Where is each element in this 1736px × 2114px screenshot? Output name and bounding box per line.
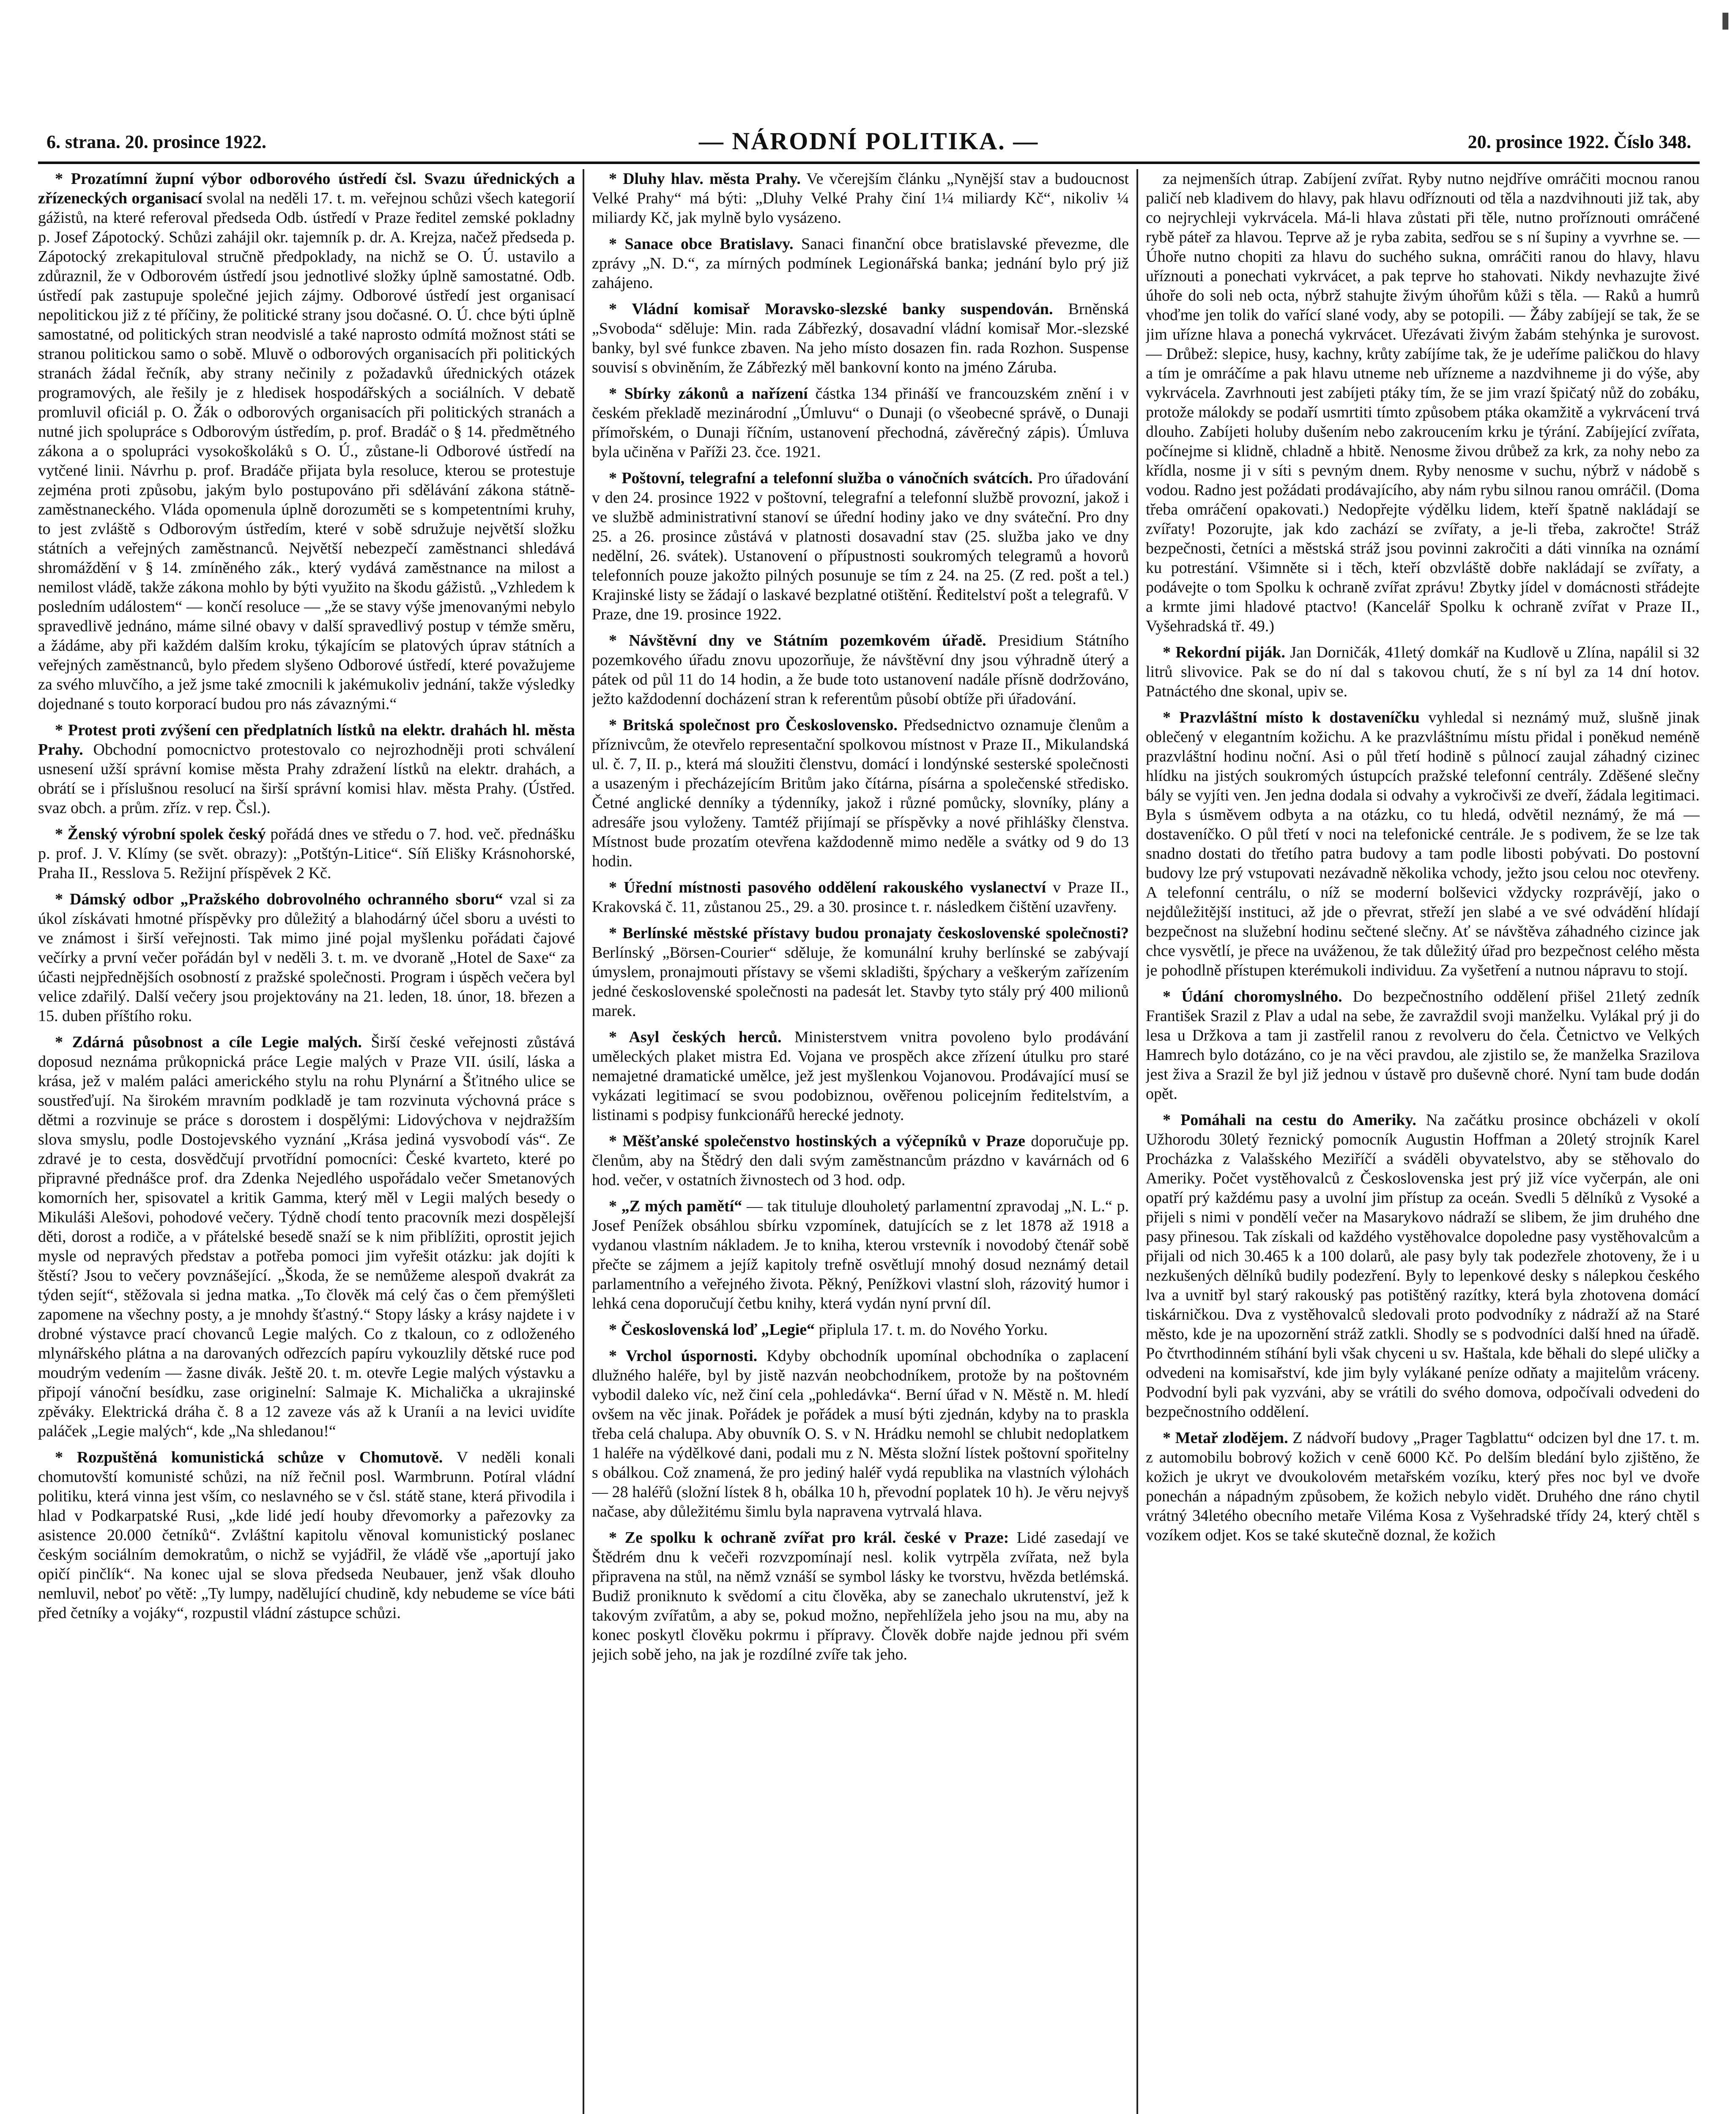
news-headline: * Protest proti zvýšení cen předplatních lístků na elektr. drahách hl. města Prahy. xyxy=(38,721,575,759)
news-headline: * Úřední místnosti pasového oddělení rakouského vyslanectví xyxy=(609,879,1046,896)
news-body: Pro úřadování v den 24. prosince 1922 v poštovní, telegrafní a telefonní službě provozní, jakož i ve službě administrativní stanoví se úřední hodiny jako ve dny sváteční. Pro dny 25. a 26. prosince zůstává v platnosti dosavadní stav (25. služba jako ve dny nedělní, 26. svátek). Ustanovení o přípustnosti soukromých telegramů a hovorů telefonních pouze jakožto pilných posunuje se tím z 24. na 25. (Z red. pošt a tel.) Krajinské listy se žádají o laskavé bezplatné otištění. Ředitelství pošt a telegrafů. V Praze, dne 19. prosince 1922. xyxy=(592,469,1129,623)
news-headline: * Prozatímní župní výbor odborového ústředí čsl. Svazu úřednických a zřízeneckých organisací xyxy=(38,170,575,207)
news-body: v Praze II., Krakovská č. 11, zůstanou 25., 29. a 30. prosince t. r. následkem čištění uzavřeny. xyxy=(592,879,1129,916)
news-headline: * Měšťanské společenstvo hostinských a výčepníků v Praze xyxy=(609,1132,1025,1150)
news-headline: * Britská společnost pro Československo. xyxy=(609,716,898,734)
news-body: doporučuje pp. členům, aby na Štědrý den dali svým zaměstnancům prázdno v kavárnách od 6 hod. večer, v ostatních živnostech od 3 hod. odp. xyxy=(592,1132,1129,1189)
news-item xyxy=(592,169,1129,227)
news-item xyxy=(1146,169,1700,636)
news-item xyxy=(38,824,575,883)
issue-date-number: 20. prosince 1922. Číslo 348. xyxy=(1468,131,1691,152)
news-body: Předsednictvo oznamuje členům a příznivcům, že otevřelo representační spolkovou místnost v Praze II., Mikulandská ul. č. 7, II. p., která má sloužiti členstvu, domácí i londýnské sesterské společnosti a usazeným i přecházejícím Britům jako čítárna, písárna a společenské středisko. Četné anglické denníky a týdenníky, jakož i různé pomůcky, slovníky, plány a adresáře jsou vyloženy. Tamtéž přijímají se příspěvky a nové přihlášky členstva. Místnost bude prozatím otevřena každodenně mimo neděle a svátky od 9 do 13 hodin. xyxy=(592,716,1129,870)
news-item xyxy=(1146,1428,1700,1545)
news-item xyxy=(38,169,575,714)
news-headline: * Asyl českých herců. xyxy=(609,1028,782,1046)
column-1 xyxy=(38,169,575,2114)
news-headline: * Údání choromyslného. xyxy=(1163,988,1342,1005)
news-headline: * Rekordní piják. xyxy=(1163,644,1285,661)
news-item xyxy=(592,631,1129,709)
binding-mark xyxy=(1722,13,1728,30)
news-headline: * Rozpuštěná komunistická schůze v Chomutově. xyxy=(55,1449,443,1466)
news-headline: * Dluhy hlav. města Prahy. xyxy=(609,170,801,188)
news-body: částka 134 přináší ve francouzském znění i v českém překladě mezinárodní „Úmluvu“ o Dunaji (o všeobecné správě, o Dunaji přímořském, o Dunaji říčním, ustanovení přechodná, závěrečný zápis). Úmluva byla učiněna v Paříži 23. čce. 1921. xyxy=(592,385,1129,461)
columns xyxy=(38,169,1700,2114)
news-item xyxy=(592,1346,1129,1521)
news-body: Sanaci finanční obce bratislavské převezme, dle zprávy „N. D.“, za mírných podmínek Legionářská banka; jednání bylo prý již zahájeno. xyxy=(592,235,1129,292)
news-headline: * Poštovní, telegrafní a telefonní služba o vánočních svátcích. xyxy=(609,469,1033,487)
column-divider xyxy=(583,169,584,2114)
news-item xyxy=(1146,643,1700,701)
column-2 xyxy=(592,169,1129,2114)
news-body: vyhledal si neznámý muž, slušně jinak oblečený v elegantním kožichu. A ke prazvláštnímu místu přidal i poněkud neméně prazvláštní hodinu noční. Asi o půl třetí hodině s půlnocí zaujal záhadný cizinec hlídku na jistých soukromých ústupcích pražské telefonní centrály. Zděšené slečny bály se vyjíti ven. Jen jedna dodala si odvahy a vykročivši ze dveří, žádala legitimaci. Byla s úsměvem odbyta a na otázku, co tu hledá, odvětil neznámý, že má — dostaveníčko. O půl třetí v noci na telefonické centrále. Je s podivem, že se lze tak snadno dostati do třetího patra budovy a tam podle libosti pobývati. Do postovní budovy lze prý vstupovati nezávadně několika vchody, ježto jsou celou noc otevřeny. A telefonní centrálu, o níž se moderní bolševici vždycky rozprávějí, jako o nejdůležitější instituci, až jde o převrat, střeží jen slabé a ve své odvádění hlídají bezpečnost na služební hodinu sečtené slečny. Ať se návštěva záhadného cizince jak chce vysvětlí, je přece na uváženou, že tak důležitý úřad pro bezpečnost celého města je pohodlně přístupen kterémukoli individuu. Za vyšetření a nutnou nápravu to stojí. xyxy=(1146,709,1700,979)
news-headline: * „Z mých pamětí“ xyxy=(609,1197,742,1215)
news-headline: * Sanace obce Bratislavy. xyxy=(609,235,794,253)
news-headline: * Sbírky zákonů a nařízení xyxy=(609,385,808,403)
news-item xyxy=(38,1448,575,1623)
news-item xyxy=(592,715,1129,871)
news-headline: * Návštěvní dny ve Státním pozemkovém úřadě. xyxy=(609,632,986,649)
news-headline: * Berlínské městské přístavy budou pronajaty československé společnosti? xyxy=(609,924,1129,942)
news-item xyxy=(592,1131,1129,1190)
newspaper-page xyxy=(38,127,1700,2114)
news-item xyxy=(592,1027,1129,1125)
news-headline: * Pomáhali na cestu do Ameriky. xyxy=(1163,1111,1416,1129)
news-item xyxy=(592,923,1129,1021)
news-item xyxy=(38,1032,575,1441)
news-item xyxy=(592,234,1129,293)
news-item xyxy=(592,299,1129,377)
column-divider xyxy=(1136,169,1138,2114)
news-headline: * Prazvláštní místo k dostaveníčku xyxy=(1163,709,1420,726)
news-headline: * Metař zlodějem. xyxy=(1163,1429,1288,1447)
news-body: Na začátku prosince obcházeli v okolí Užhorodu 30letý řeznický pomocník Augustin Hoffman a 20letý strojník Karel Procházka z Valašského Meziříčí a sváděli obyvatelstvo, aby se stěhovalo do Ameriky. Počet vystěhovalců z Československa jest prý již více vyčerpán, ale oni opatří prý každému pasy a uvolní jim přístup za oceán. Svedli 5 dělníků z Vysoké a přijeli s nimi v pondělí večer na Masarykovo nádraží se slibem, že jim druhého dne pasy přinesou. Tak získali od každého vystěhovalce dopoledne pasy vystěhovalcům a přijali od nich 30.465 k a 100 dolarů, ale pasy byly tak podezřele zhotoveny, že i u nezkušených dělníků budily podezření. Byly to lepenkové desky s nálepkou českého lva a uvnitř byl starý rakouský pas potištěný razítky, která byla zhotovena domácí tiskárničkou. Dva z vystěhovalců sledovali proto podvodníky z nádraží až na Staré město, kde je na upozornění stráž zatkli. Shodly se s podvodníci další hned na úřadě. Po čtvrthodinném stíhání byli však chyceni u sv. Haštala, kde běhali do slepé uličky a odvedeni na komisařství, kde jim byly vylákané peníze odňaty a majitelům vráceny. Podvodní byli pak vyzváni, aby se vrátili do svého domova, odpočívali odvedeni do bezpečnostního oddělení. xyxy=(1146,1111,1700,1421)
news-body: Lidé zasedají ve Štědrém dnu k večeři rozvzpomínají nesl. kolik vytrpěla zvířata, než byla připravena na stůl, na němž vznáší se symbol lásky ke tvorstvu, hvězda betlémská. Budiž proniknuto k svědomí a citu člověka, aby se zanechalo ukrutenství, jež k takovým zvířatům, a aby se, pokud možno, nepřehlížela jeho jsou na mu, aby na konec poskytl člověku pokrmu i přípravy. Člověk dobře najde jednou při svém jejich sobě jeho, na jak je rozdílné zvíře tak jeho. xyxy=(592,1529,1129,1663)
news-item xyxy=(592,468,1129,624)
news-body: Kdyby obchodník upomínal obchodníka o zaplacení dlužného haléře, byl by jistě nazván neobchodníkem, protože by na poštovném vybodil daleko víc, než činí cela „pohledávka“. Berní úřad v N. Městě n. M. hledí ovšem na věc jinak. Pořádek je pořádek a musí býti zjednán, kdyby na to praskla třeba celá chalupa. Aby obuvník O. S. v N. Hrádku nemohl se chlubit nedoplatkem 1 haléře na výdělkové dani, podali mu z N. Města složní lístek poštovní spořitelny s obálkou. Což znamená, že pro jediný haléř vydá republika na vlastních výlohách — 28 haléřů (složní lístek 8 h, obálka 10 h, převodní poplatek 10 h). Je věru nejvyš načase, aby důležitému šimlu byla napravena vytrvalá hlava. xyxy=(592,1347,1129,1520)
news-body: Ministerstvem vnitra povoleno bylo prodávání uměleckých plaket mistra Ed. Vojana ve prospěch akce zřízení útulku pro staré nemajetné dramatické umělce, jež jest myšlenkou Vojanovou. Prodávající musí se vykázati legitimací se svou podobiznou, ověřenou policejním ředitelstvím, a listinami s podpisy funkcionářů herecké jednoty. xyxy=(592,1028,1129,1124)
news-body: Z nádvoří budovy „Prager Tagblattu“ odcizen byl dne 17. t. m. z automobilu bobrový kožich v ceně 6000 Kč. Po delším bledání bylo zjištěno, že kožich je ukryt ve dvoukolovém metařském vozíku, který přes noc byl ve dvoře ponechán a nápadným způsobem, že kožich nebylo vidět. Druhého dne ráno chytil vrátný 34letého obecního metaře Viléma Kosa z Vyšehradské třídy 24, který chtěl s vozíkem odjet. Kos se také skutečně doznal, že kožich xyxy=(1146,1429,1700,1544)
news-headline: * Vrchol úspornosti. xyxy=(609,1347,758,1365)
news-body: V neděli konali chomutovští komunisté schůzi, na níž řečnil posl. Warmbrunn. Potíral vládní politiku, která vinna jest vším, co neslavného se v čsl. státě stane, která přivodila i hlad v Podkarpatské Rusi, „kde lidé jedí houby dřevomorky a pařezovky za asistence 20.000 četníků“. Zvláštní kapitolu věnoval komunistický poslanec českým sociálním demokratům, o nichž se vyjádřil, že vládě vše „aportují jako opičí pinčlík“. Na konec ujal se slova předseda Neubauer, jenž však dlouho nemluvil, neboť po větě: „Ty lumpy, nadělující chudině, kdy nebudeme se více báti před četníky a vojáky“, rozpustil vládní zástupce schůzi. xyxy=(38,1449,575,1622)
news-body: — tak tituluje dlouholetý parlamentní zpravodaj „N. L.“ p. Josef Penížek obsáhlou sbírku vzpomínek, datujících se z let 1878 až 1918 a vydanou vlastním nákladem. Je to kniha, kterou vrstevník i novodobý čtenář sobě přečte se zájmem a jejíž kapitoly trefně osvětlují mnohý dosud neznámý detail parlamentního a veřejného života. Pěkný, Penížkovi vlastní sloh, rázovitý humor i lehká cena doporučují četbu knihy, která vydán nyní první díl. xyxy=(592,1197,1129,1312)
news-body: Obchodní pomocnictvo protestovalo co nejrozhodněji proti schválení usnesení užší správní komise města Prahy zdražení lístků na elektr. drahách, a obrátí se i příslušnou resolucí na širší správní komisi hlav. města Prahy. (Ústřed. svaz obch. a prům. zříz. v rep. Čsl.). xyxy=(38,741,575,817)
news-item xyxy=(1146,987,1700,1104)
news-body: Berlínský „Börsen-Courier“ sděluje, že komunální kruhy berlínské se zabývají úmyslem, pronajmouti přístavy se všemi skladišti, špýchary a veškerým zařízením jedné československé společnosti na padesát let. Stavby tyto stály prý 400 milionů marek. xyxy=(592,944,1129,1020)
news-headline: * Dámský odbor „Pražského dobrovolného ochranného sboru“ xyxy=(55,890,503,908)
news-headline: * Ze spolku k ochraně zvířat pro král. české v Praze: xyxy=(609,1529,1009,1547)
news-body: pořádá dnes ve středu o 7. hod. več. přednášku p. prof. J. V. Klímy (se svět. obrazy): „Potštýn-Litice“. Síň Elišky Krásnohorské, Praha II., Resslova 5. Režijní příspěvek 2 Kč. xyxy=(38,825,575,882)
news-item xyxy=(1146,708,1700,980)
news-body: připlula 17. t. m. do Nového Yorku. xyxy=(819,1321,1048,1339)
news-body: svolal na neděli 17. t. m. veřejnou schůzi všech kategorií gážistů, na které referoval předseda Odb. ústředí v Praze ředitel zemské pokladny p. Josef Zápotocký. Schůzi zahájil okr. tajemník p. dr. A. Krejza, načež předseda p. Zápotocký zrekapituloval stručně předpoklady, na nichž se O. Ú. ustavilo a zdůraznil, že v Odborovém ústředí jsou jednotlivé složky úplně samostatné. Odb. ústředí pak zastupuje společné jejich zájmy. Odborové ústředí jest organisací nepolitickou již z té příčiny, že politické strany jsou dočasné. O. Ú. chce býti úplně samostatné, od politických stran neodvislé a také naprosto odmítá možnost státi se stranou politickou samo o sobě. Mluvě o odborových organisacích při politických stranách žádal řečník, aby strany nečinily z požadavků úřednických otázek programových, ale řešily je z hledisek hospodářských a sociálních. V debatě promluvil oficiál p. O. Žák o odborových organisacích při politických stranách a nutné jich spolupráce s Odborovým ústředím, p. prof. Bradáč o § 14. předmětného zákona a o spolupráci vysokoškoláků s O. Ú., zůstane-li Odborové ústředí na vytčené linii. Návrhu p. prof. Bradáče přijata byla resoluce, kterou se protestuje zejména proti způsobu, jakým bylo postupováno při sdělávání zákona státně-zaměstnaneckého. Vláda opomenula úplně dorozuměti se s kompetentními kruhy, to jest zvláště s Odborovým ústředím, které v sobě sdružuje největší složku státních a veřejných zaměstnanců. Největší nebezpečí zaměstnanci shledává shromáždění v § 14. zmíněného zák., který vydává zaměstnance na milost a nemilost vládě, takže zákona mohlo by býti využito na škodu gážistů. „Vzhledem k posledním událostem“ — končí resoluce — „že se stavy výše jmenovanými nebylo spravedlivě jednáno, máme silné obavy v další spravedlivý postup v témže směru, a žádáme, aby při každém dalším kroku, týkajícím se platových úprav státních a veřejných zaměstnanců, bylo předem slyšeno Odborové ústředí, které považujeme za svého mluvčího, a jež jsme také zmocnili k jakémukoliv jednání, takže výsledky dojednané s touto korporací budou pro nás závaznými.“ xyxy=(38,189,575,713)
news-body: Do bezpečnostního oddělení přišel 21letý zedník František Srazil z Plav a udal na sebe, že zavraždil svoji manželku. Vylákal prý ji do lesa u Držkova a tam ji zastřelil ranou z revolveru do čela. Četnictvo ve Velkých Hamrech bylo dotázáno, co je na věci pravdou, ale zjistilo se, že manželka Srazilova jest živa a Srazil že byl již jednou v ústavě pro duševně choré. Nyní tam bude dodán opět. xyxy=(1146,988,1700,1103)
news-item xyxy=(592,878,1129,917)
column-3 xyxy=(1146,169,1700,2114)
news-body: Jan Dorničák, 41letý domkář na Kudlově u Zlína, napálil si 32 litrů slivovice. Pak se do ní dal s takovou chutí, že s ní byl za 14 dní hotov. Patnáctého dne skonal, upiv se. xyxy=(1146,644,1700,700)
news-item xyxy=(38,890,575,1026)
news-body: vzal si za úkol získávati hmotné příspěvky pro důležitý a blahodárný účel sboru a uvésti to ve známost i širší veřejnosti. Tak mimo jiné pojal myšlenku pořádati čajové večírky a první večer pořádán byl v neděli 3. t. m. ve dvoraně „Hotel de Saxe“ za účasti nejpřednějších osobností z pražské společnosti. Program i úspěch večera byl velice zdařilý. Další večery jsou projektovány na 21. leden, 18. únor, 18. březen a 15. duben příštího roku. xyxy=(38,890,575,1025)
news-item xyxy=(38,720,575,818)
news-item xyxy=(592,1528,1129,1664)
news-item xyxy=(592,384,1129,462)
news-body: Širší české veřejnosti zůstává doposud neznáma průkopnická práce Legie malých v Praze VII. úsilí, láska a krása, jež v malém paláci amerického stylu na rohu Plynární a Šťitného ulice se soustřeďují. Na širokém mravním podkladě je tam rozvinuta výchovná práce s dětmi a rozvinuje se práce s dorostem i dospělými: Lidovýchova v nejdražším slova smyslu, podle Dostojevského vyznání „Krása jediná vysvobodí vás“. Ze zdravé je to cesta, dosvědčují prvotřídní pomocníci: České kvarteto, které po připravné přednášce prof. dra Zdenka Nejedlého uspořádalo večer Smetanových komorních her, spisovatel a kritik Gamma, který měl v Legii malých besedy o Mikuláši Alešovi, pohodové večery. Týdně chodí tento pracovník mezi dospělejší děti, dorost a rodiče, a v přátelské besedě snaží se k nim přiblížiti, oprostit jejich mysle od nepravých představ a potřeba pomoci jim vyřešit otázku: jak dojíti k štěstí? Jsou to večery povznášející. „Škoda, že se nemůžeme alespoň dvakrát za týden sejít“, stěžovala si jedna matka. „To člověk má celý čas o čem přemýšleti zapomene na všechny posty, a je mnohdy šťastný.“ Stopy lásky a krásy najdete i v drobné výstavce prací chovanců Legie malých. Co z tkaloun, co z odloženého mlynářského plátna a na darovaných odřezcích papíru vykouzlily dětské ruce pod moudrým vedením — žasne divák. Ještě 20. t. m. otevře Legie malých výstavku a připojí vánoční besídku, zase originelní: Salmaje K. Michalička a ukrajinské zpěváky. Elektrická dráha č. 8 a 12 zaveze vás až k Uraníi a na levici uvidíte paláček „Legie malých“, kde „Na shledanou!“ xyxy=(38,1033,575,1440)
page-header xyxy=(38,127,1700,161)
news-body: Presidium Státního pozemkového úřadu znovu upozorňuje, že návštěvní dny jsou výhradně úterý a pátek od půl 11 do 14 hodin, a že bude toto ustanovení nadále přísně dodržováno, ježto každodenní docházení stran k referentům působí obtíže při úřadování. xyxy=(592,632,1129,708)
news-body: za nejmenších útrap. Zabíjení zvířat. Ryby nutno nejdříve omráčiti mocnou ranou paličí neb kladivem do hlavy, pak hlavu odříznouti od těla a nazdvihnouti již tak, aby co nejrychleji vykrvácela. Má-li hlava zůstati při těle, nutno proříznouti omráčené rybě páteř za hlavou. Teprve až je ryba zabita, sedřou se s ní šupiny a vyvrhne se. — Úhoře nutno chopiti za hlavu do suchého sukna, omráčiti ranou do hlavy, hlavu uříznouti a ponechati vykrvácet, a pak teprve ho stahovati. Nikdy nevhazujte živé úhoře do soli neb octa, nýbrž stahujte živým úhořům kůži s těla. — Raků a humrů vhoďme jen tolik do vařící slané vody, aby se potopili. — Žáby zabíjejí se tak, že se jim uřízne hlava a ponechá vykrvácet. Uřezávati živým žabám stehýnka je surovost. — Drůbež: slepice, husy, kachny, krůty zabíjíme tak, že je udeříme paličkou do hlavy a tím je omráčíme a pak hlavu utneme neb uřízneme a nazdvihneme ji do výše, aby vykrvácela. Zavrhnouti jest zabíjeti ptáky tím, že se jim vrazí špičatý nůž do zobáku, protože málokdy se podaří usmrtiti tímto způsobem ptáka okamžitě a vykrvácení trvá dlouho. Zabíjeti holuby dušením nebo zakroucením krku je týrání. Zabíjející zvířata, počínejme si klidně, chladně a hbitě. Nenosme živou drůbež za krk, za nohy nebo za křídla, nosme ji v síti s pevným dnem. Ryby nenosme v suchu, nýbrž v nádobě s vodou. Radno jest požádati prodávajícího, aby nám rybu silnou ranou omráčil. (Doma třeba omráčení opakovati.) Nedopřejte výdělku lidem, kteří špatně nakládají se zvířaty! Pozorujte, jak kdo zachází se zvířaty, a je-li třeba, zakročte! Stráž bezpečnosti, četníci a městská stráž jsou povinni zakročiti a dáti vinníka na oznámí ku potrestání. Všimněte si i těch, kteří obzvláště dobře nakládají se zvířaty, a podávejte o tom Spolku k ochraně zvířat zprávu! Zbytky jídel v domácnosti střádejte a krmte jimi hladové ptactvo! (Kancelář Spolku k ochraně zvířat v Praze II., Vyšehradská tř. 49.) xyxy=(1146,170,1700,635)
news-item xyxy=(592,1320,1129,1339)
news-headline: * Ženský výrobní spolek český xyxy=(55,825,266,843)
page-number-date: 6. strana. 20. prosince 1922. xyxy=(47,131,266,152)
news-item xyxy=(592,1197,1129,1313)
news-headline: * Vládní komisař Moravsko-slezské banky suspendován. xyxy=(609,300,1053,318)
news-headline: * Zdárná působnost a cíle Legie malých. xyxy=(55,1033,362,1051)
news-body: Brněnská „Svoboda“ sděluje: Min. rada Zábřezký, dosavadní vládní komisař Mor.-slezské banky, byl své funkce zbaven. Na jeho místo dosazen fin. rada Rozhon. Suspense souvisí s obviněním, že Zábřezký měl bankovní konto na jméno Záruba. xyxy=(592,300,1129,376)
news-headline: * Československá loď „Legie“ xyxy=(609,1321,815,1339)
header-rule xyxy=(38,162,1700,164)
masthead-title: — NÁRODNÍ POLITIKA. — xyxy=(698,127,1039,155)
news-item xyxy=(1146,1110,1700,1421)
news-body: Ve včerejším článku „Nynější stav a budoucnost Velké Prahy“ má býti: „Dluhy Velké Prahy činí 1¼ miliardy Kč“, nikoliv ¼ miliardy Kč, jak mylně bylo vysázeno. xyxy=(592,170,1129,227)
